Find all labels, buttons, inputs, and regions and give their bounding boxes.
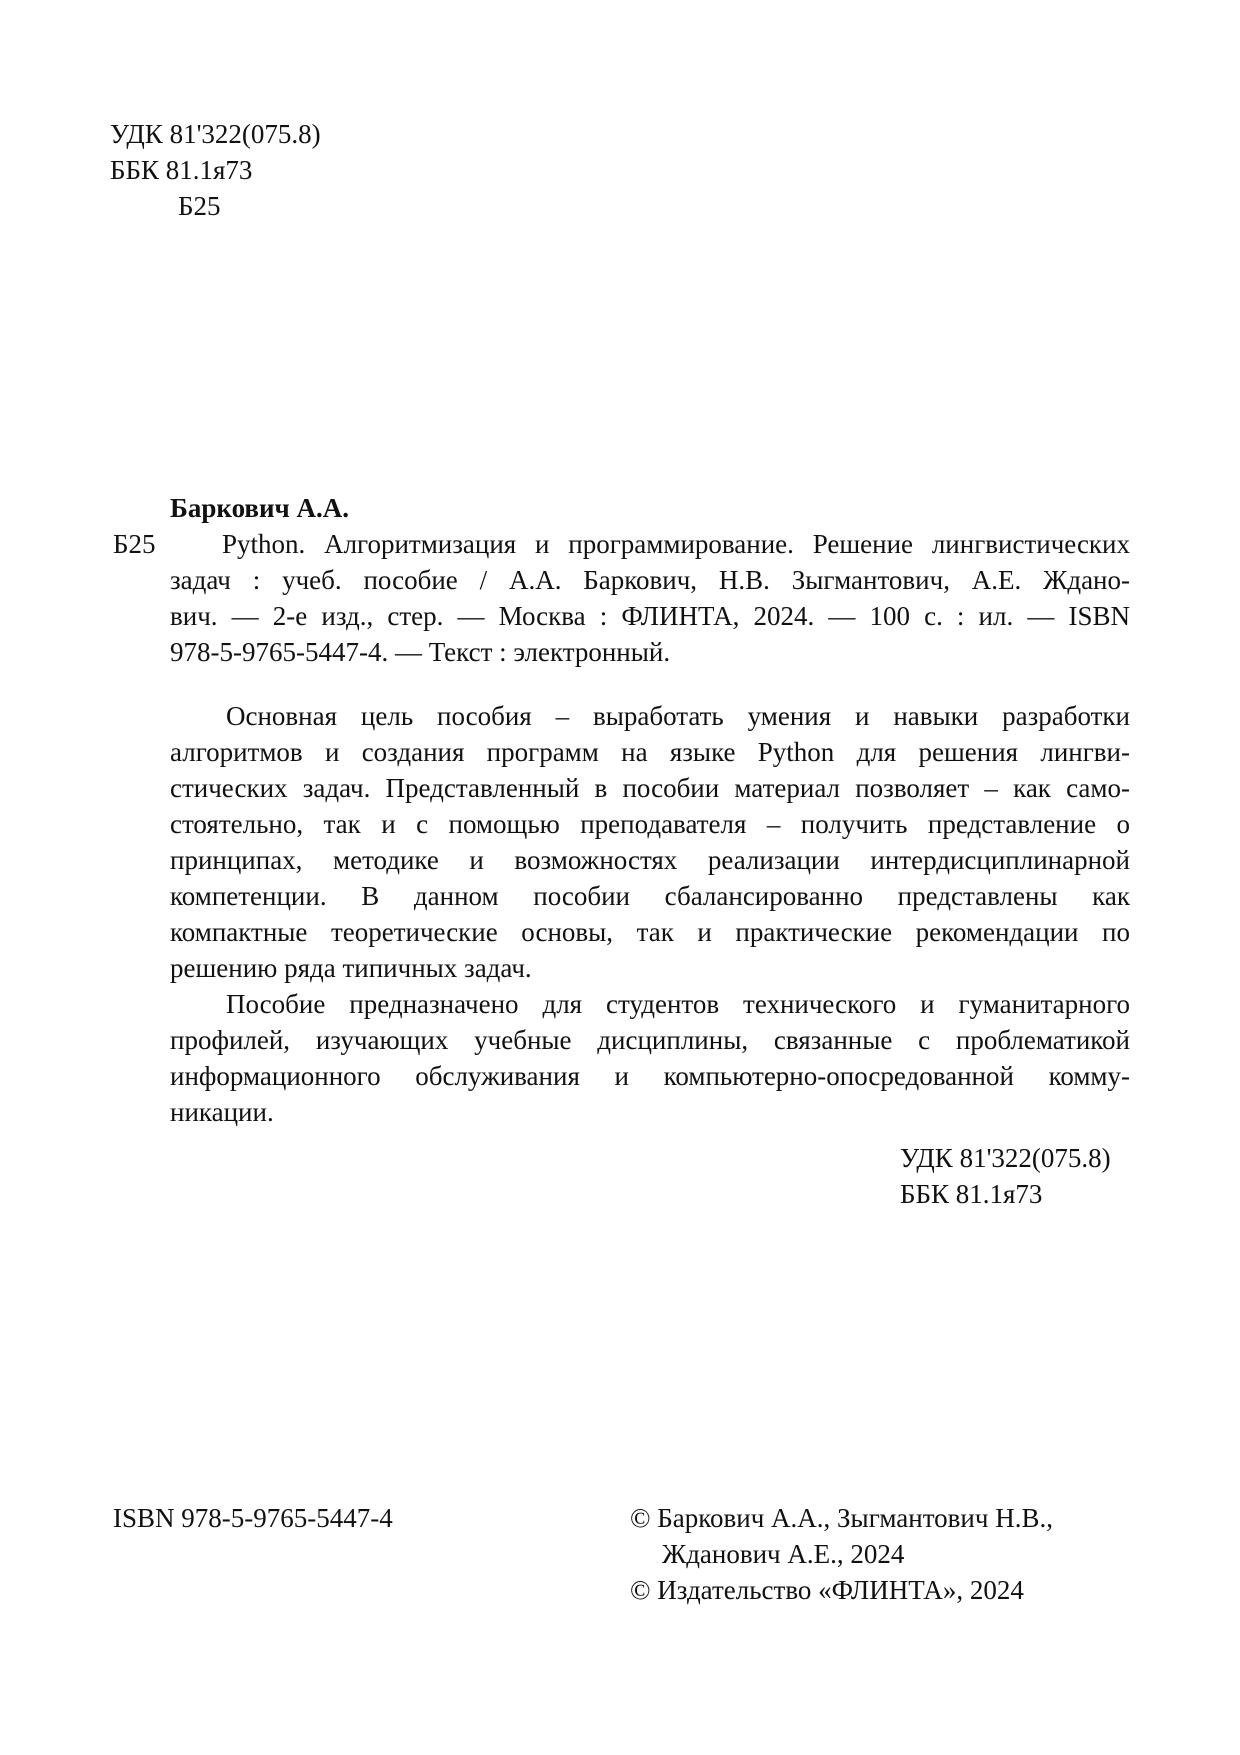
copyright-line: © Издательство «ФЛИНТА», 2024: [630, 1575, 1024, 1605]
bibliography-author-mark: Б25: [113, 529, 156, 559]
abstract-line: компетенции. В данном пособии сбалансированно представлены как: [170, 881, 1130, 911]
copyright-line: Жданович А.Е., 2024: [662, 1539, 905, 1569]
bibliographic-description: [170, 526, 1130, 670]
abstract: [170, 698, 1130, 1130]
bbk-code: ББК 81.1я73: [110, 155, 253, 185]
abstract-line: стоятельно, так и с помощью преподавателя – получить представление о: [170, 809, 1130, 839]
abstract-line: алгоритмов и создания программ на языке Python для решения лингви-: [170, 737, 1130, 767]
bibliography-line: 978-5-9765-5447-4. — Текст : электронный.: [170, 637, 671, 667]
abstract-line: никации.: [170, 1097, 274, 1127]
top-classification-codes: [110, 116, 321, 224]
abstract-line: решению ряда типичных задач.: [170, 953, 532, 983]
abstract-line: Пособие предназначено для студентов технического и гуманитарного: [226, 989, 1130, 1019]
copyright-line: © Баркович А.А., Зыгмантович Н.В.,: [630, 1503, 1053, 1533]
bbk-code: ББК 81.1я73: [900, 1179, 1043, 1209]
isbn: ISBN 978-5-9765-5447-4: [113, 1503, 393, 1533]
bottom-classification-codes: [900, 1140, 1111, 1212]
abstract-line: Основная цель пособия – выработать умения и навыки разработки: [226, 701, 1130, 731]
bibliography-line: вич. — 2-е изд., стер. — Москва : ФЛИНТА, 2024. — 100 с. : ил. — ISBN: [170, 601, 1130, 631]
author-mark: Б25: [178, 191, 221, 221]
udk-code: УДК 81'322(075.8): [110, 119, 321, 149]
abstract-line: информационного обслуживания и компьютерно-опосредованной комму-: [170, 1061, 1130, 1091]
abstract-line: принципах, методике и возможностях реализации интердисциплинарной: [170, 845, 1130, 875]
udk-code: УДК 81'322(075.8): [900, 1143, 1111, 1173]
copyright-block: [630, 1500, 1053, 1608]
author-name: Баркович А.А.: [170, 493, 350, 523]
bibliography-line: задач : учеб. пособие / А.А. Баркович, Н.В. Зыгмантович, А.Е. Ждано-: [170, 565, 1130, 595]
abstract-line: стических задач. Представленный в пособии материал позволяет – как само-: [170, 773, 1130, 803]
bibliography-line: Python. Алгоритмизация и программирование. Решение лингвистических: [222, 529, 1130, 559]
abstract-line: профилей, изучающих учебные дисциплины, связанные с проблематикой: [170, 1025, 1130, 1055]
abstract-line: компактные теоретические основы, так и практические рекомендации по: [170, 917, 1130, 947]
